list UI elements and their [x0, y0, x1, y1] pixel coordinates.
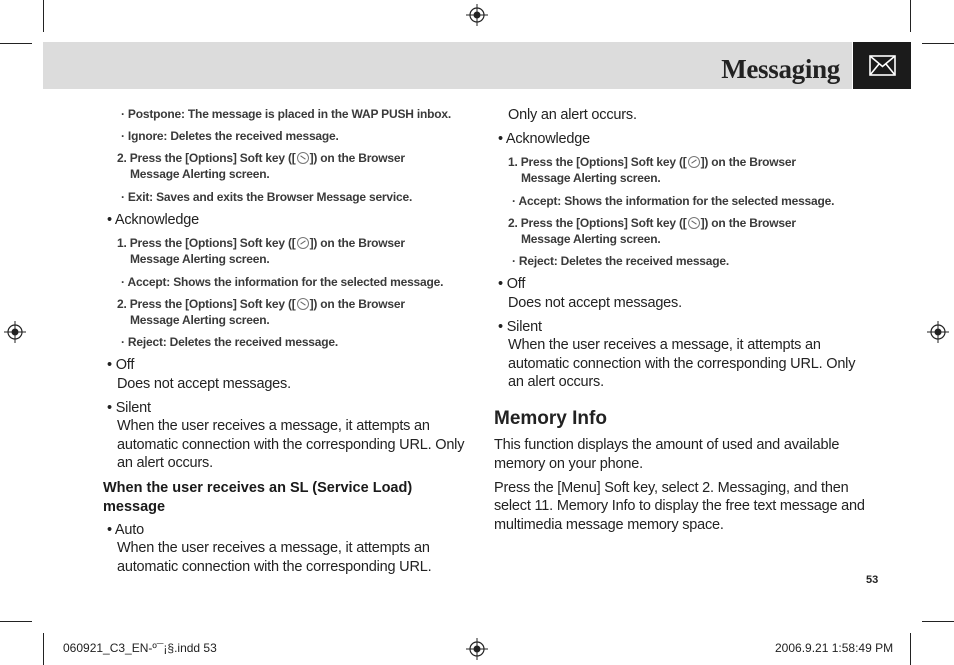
ok-softkey-icon [688, 156, 700, 168]
bullet-off: • Off [107, 357, 135, 373]
section-heading-memory-info: Memory Info [494, 408, 607, 429]
bullet-acknowledge: • Acknowledge [107, 212, 199, 228]
memory-info-paragraph: multimedia message memory space. [494, 517, 724, 533]
off-description: Does not accept messages. [117, 376, 291, 392]
back-softkey-icon [297, 298, 309, 310]
option-accept: · Accept: Shows the information for the selected message. [121, 275, 444, 289]
option-accept: · Accept: Shows the information for the selected message. [512, 194, 835, 208]
ok-softkey-icon [297, 237, 309, 249]
step-2: 2. Press the [Options] Soft key ([ ]) on the Browser [117, 151, 405, 165]
memory-info-paragraph: This function displays the amount of used and available [494, 437, 840, 453]
step-2-cont: Message Alerting screen. [521, 232, 661, 246]
crop-mark [0, 621, 32, 622]
step-1: 1. Press the [Options] Soft key ([ ]) on the Browser [508, 155, 796, 169]
crop-mark [922, 43, 954, 44]
section-subheading: When the user receives an SL (Service Load) [103, 480, 413, 496]
step-2-cont: Message Alerting screen. [130, 313, 270, 327]
option-reject: · Reject: Deletes the received message. [512, 254, 729, 268]
envelope-icon [869, 55, 896, 76]
silent-description: When the user receives a message, it attempts an [508, 337, 821, 353]
step-2-cont: Message Alerting screen. [130, 167, 270, 181]
silent-description: an alert occurs. [508, 374, 604, 390]
memory-info-paragraph: select 11. Memory Info to display the free text message and [494, 498, 865, 514]
option-ignore: · Ignore: Deletes the received message. [121, 129, 339, 143]
option-reject: · Reject: Deletes the received message. [121, 335, 338, 349]
memory-info-paragraph: Press the [Menu] Soft key, select 2. Messaging, and then [494, 480, 849, 496]
silent-description: an alert occurs. [117, 455, 213, 471]
crop-mark [910, 0, 911, 32]
page-number: 53 [866, 574, 879, 586]
page-title: Messaging [721, 54, 840, 84]
registration-mark-icon [466, 638, 488, 660]
option-exit: · Exit: Saves and exits the Browser Message service. [121, 190, 413, 204]
bullet-off: • Off [498, 276, 526, 292]
footer-filename: 060921_C3_EN-º¯¡§.indd 53 [63, 641, 217, 655]
crop-mark [43, 633, 44, 665]
bullet-auto: • Auto [107, 522, 144, 538]
crop-mark [922, 621, 954, 622]
section-subheading: message [103, 499, 166, 515]
crop-mark [910, 633, 911, 665]
option-postpone: · Postpone: The message is placed in the WAP PUSH inbox. [121, 107, 451, 121]
bullet-acknowledge: • Acknowledge [498, 131, 590, 147]
step-1-cont: Message Alerting screen. [521, 171, 661, 185]
step-1: 1. Press the [Options] Soft key ([ ]) on the Browser [117, 236, 405, 250]
silent-description: automatic connection with the corresponding URL. Only [117, 437, 465, 453]
header-icon-box [853, 42, 911, 89]
auto-description: automatic connection with the corresponding URL. [117, 559, 432, 575]
registration-mark-icon [466, 4, 488, 26]
crop-mark [0, 43, 32, 44]
registration-mark-icon [4, 321, 26, 343]
step-1-cont: Message Alerting screen. [130, 252, 270, 266]
auto-description: When the user receives a message, it attempts an [117, 540, 430, 556]
footer-timestamp: 2006.9.21 1:58:49 PM [775, 641, 894, 655]
continued-text: Only an alert occurs. [508, 107, 637, 123]
crop-mark [43, 0, 44, 32]
bullet-silent: • Silent [107, 400, 151, 416]
memory-info-paragraph: memory on your phone. [494, 456, 643, 472]
registration-mark-icon [927, 321, 949, 343]
silent-description: When the user receives a message, it attempts an [117, 418, 430, 434]
back-softkey-icon [688, 217, 700, 229]
silent-description: automatic connection with the corresponding URL. Only [508, 356, 856, 372]
bullet-silent: • Silent [498, 319, 542, 335]
step-2: 2. Press the [Options] Soft key ([ ]) on the Browser [508, 216, 796, 230]
step-2: 2. Press the [Options] Soft key ([ ]) on the Browser [117, 297, 405, 311]
off-description: Does not accept messages. [508, 295, 682, 311]
back-softkey-icon [297, 152, 309, 164]
